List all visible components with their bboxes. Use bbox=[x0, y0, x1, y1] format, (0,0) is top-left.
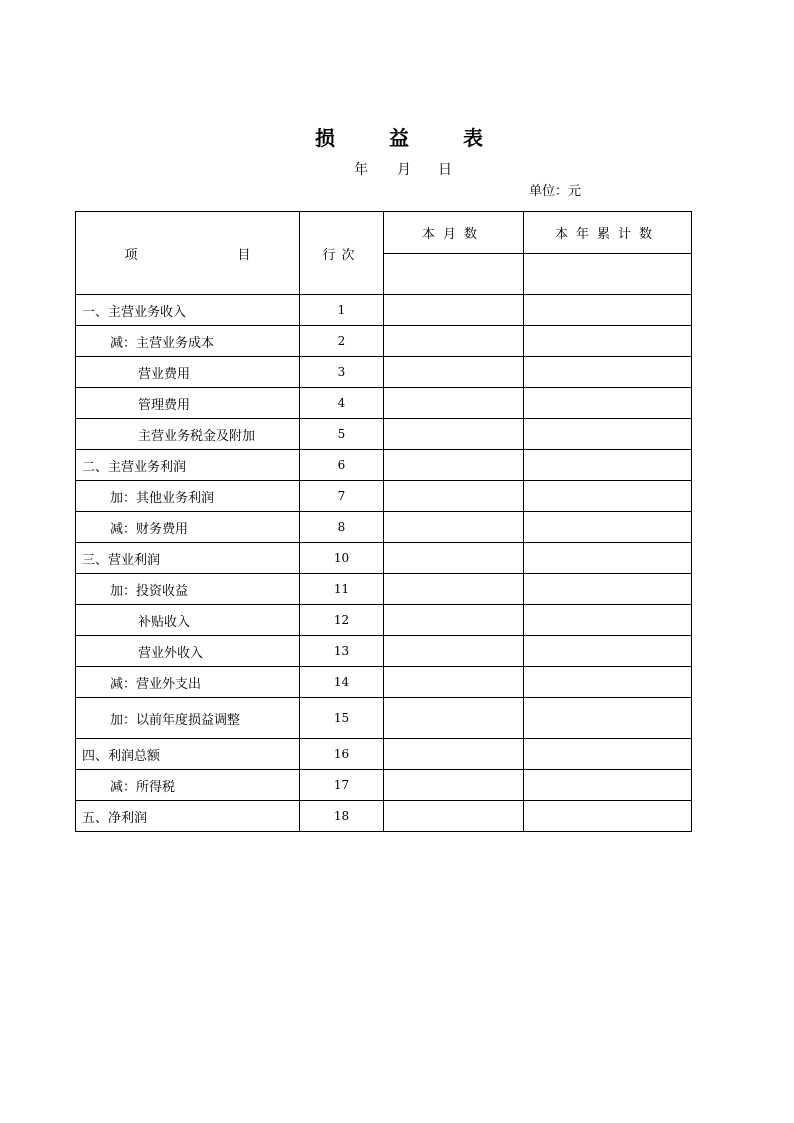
current-month-cell[interactable] bbox=[384, 388, 524, 419]
year-to-date-cell[interactable] bbox=[524, 605, 692, 636]
year-to-date-cell[interactable] bbox=[524, 512, 692, 543]
current-month-cell[interactable] bbox=[384, 605, 524, 636]
current-month-cell[interactable] bbox=[384, 512, 524, 543]
current-month-cell[interactable] bbox=[384, 481, 524, 512]
row-item-label: 四、利润总额 bbox=[76, 739, 300, 770]
year-to-date-cell[interactable] bbox=[524, 739, 692, 770]
current-month-cell[interactable] bbox=[384, 770, 524, 801]
table-row bbox=[76, 543, 692, 574]
year-to-date-cell[interactable] bbox=[524, 450, 692, 481]
year-to-date-cell[interactable] bbox=[524, 357, 692, 388]
row-line-number: 15 bbox=[300, 698, 384, 739]
row-line-number: 18 bbox=[300, 801, 384, 832]
row-item-label: 管理费用 bbox=[76, 388, 300, 419]
row-item-label: 营业外收入 bbox=[76, 636, 300, 667]
year-to-date-cell[interactable] bbox=[524, 326, 692, 357]
row-line-number: 5 bbox=[300, 419, 384, 450]
row-item-label: 一、主营业务收入 bbox=[76, 295, 300, 326]
year-to-date-cell[interactable] bbox=[524, 770, 692, 801]
table-row bbox=[76, 388, 692, 419]
header-year-to-date: 本年累计数 bbox=[524, 212, 692, 254]
year-to-date-cell[interactable] bbox=[524, 295, 692, 326]
date-day-label: 日 bbox=[438, 162, 452, 178]
date-year-label: 年 bbox=[354, 162, 368, 178]
current-month-cell[interactable] bbox=[384, 636, 524, 667]
table-row bbox=[76, 419, 692, 450]
row-item-label: 加：其他业务利润 bbox=[76, 481, 300, 512]
current-month-cell[interactable] bbox=[384, 574, 524, 605]
table-row bbox=[76, 481, 692, 512]
current-month-cell[interactable] bbox=[384, 419, 524, 450]
current-month-cell[interactable] bbox=[384, 698, 524, 739]
year-to-date-cell[interactable] bbox=[524, 636, 692, 667]
date-line bbox=[0, 160, 794, 180]
row-item-label: 减：主营业务成本 bbox=[76, 326, 300, 357]
year-to-date-cell[interactable] bbox=[524, 574, 692, 605]
row-line-number: 11 bbox=[300, 574, 384, 605]
title-char-2: 益 bbox=[389, 126, 409, 150]
income-statement-table bbox=[75, 211, 692, 832]
row-line-number: 12 bbox=[300, 605, 384, 636]
row-item-label: 营业费用 bbox=[76, 357, 300, 388]
table-row bbox=[76, 636, 692, 667]
row-item-label: 加：投资收益 bbox=[76, 574, 300, 605]
row-line-number: 2 bbox=[300, 326, 384, 357]
current-month-cell[interactable] bbox=[384, 357, 524, 388]
row-item-label: 三、营业利润 bbox=[76, 543, 300, 574]
current-month-cell[interactable] bbox=[384, 739, 524, 770]
year-to-date-cell[interactable] bbox=[524, 543, 692, 574]
current-month-cell[interactable] bbox=[384, 326, 524, 357]
table-row bbox=[76, 698, 692, 739]
year-to-date-cell[interactable] bbox=[524, 419, 692, 450]
header-current-month: 本月数 bbox=[384, 212, 524, 254]
year-to-date-cell[interactable] bbox=[524, 698, 692, 739]
table-row bbox=[76, 326, 692, 357]
current-month-cell[interactable] bbox=[384, 667, 524, 698]
header-item-right: 目 bbox=[237, 247, 251, 263]
current-month-cell[interactable] bbox=[384, 801, 524, 832]
row-line-number: 6 bbox=[300, 450, 384, 481]
row-line-number: 13 bbox=[300, 636, 384, 667]
row-item-label: 加：以前年度损益调整 bbox=[76, 698, 300, 739]
table-row bbox=[76, 450, 692, 481]
table-row bbox=[76, 574, 692, 605]
row-item-label: 减：所得税 bbox=[76, 770, 300, 801]
title-char-3: 表 bbox=[463, 126, 483, 150]
row-line-number: 4 bbox=[300, 388, 384, 419]
row-line-number: 8 bbox=[300, 512, 384, 543]
header-row bbox=[76, 212, 692, 254]
row-line-number: 17 bbox=[300, 770, 384, 801]
current-month-cell[interactable] bbox=[384, 450, 524, 481]
table-row bbox=[76, 667, 692, 698]
table-row bbox=[76, 770, 692, 801]
current-month-header-input[interactable] bbox=[384, 253, 524, 295]
row-line-number: 14 bbox=[300, 667, 384, 698]
table-row bbox=[76, 739, 692, 770]
current-month-cell[interactable] bbox=[384, 543, 524, 574]
row-item-label: 二、主营业务利润 bbox=[76, 450, 300, 481]
row-item-label: 补贴收入 bbox=[76, 605, 300, 636]
year-to-date-cell[interactable] bbox=[524, 481, 692, 512]
unit-label: 单位：元 bbox=[529, 184, 582, 199]
row-item-label: 五、净利润 bbox=[76, 801, 300, 832]
row-item-label: 减：营业外支出 bbox=[76, 667, 300, 698]
table-row bbox=[76, 295, 692, 326]
year-to-date-cell[interactable] bbox=[524, 801, 692, 832]
table-body bbox=[76, 295, 692, 832]
header-item-left: 项 bbox=[124, 247, 138, 263]
row-line-number: 7 bbox=[300, 481, 384, 512]
row-line-number: 1 bbox=[300, 295, 384, 326]
year-to-date-cell[interactable] bbox=[524, 667, 692, 698]
year-to-date-header-input[interactable] bbox=[524, 253, 692, 295]
table-row bbox=[76, 605, 692, 636]
current-month-cell[interactable] bbox=[384, 295, 524, 326]
row-item-label: 减：财务费用 bbox=[76, 512, 300, 543]
table-row bbox=[76, 512, 692, 543]
row-item-label: 主营业务税金及附加 bbox=[76, 419, 300, 450]
row-line-number: 3 bbox=[300, 357, 384, 388]
table-row bbox=[76, 357, 692, 388]
header-line-no: 行次 bbox=[300, 212, 384, 295]
row-line-number: 16 bbox=[300, 739, 384, 770]
date-month-label: 月 bbox=[397, 162, 411, 178]
row-line-number: 10 bbox=[300, 543, 384, 574]
year-to-date-cell[interactable] bbox=[524, 388, 692, 419]
table-row bbox=[76, 801, 692, 832]
title-char-1: 损 bbox=[315, 126, 335, 150]
header-item bbox=[76, 212, 300, 295]
